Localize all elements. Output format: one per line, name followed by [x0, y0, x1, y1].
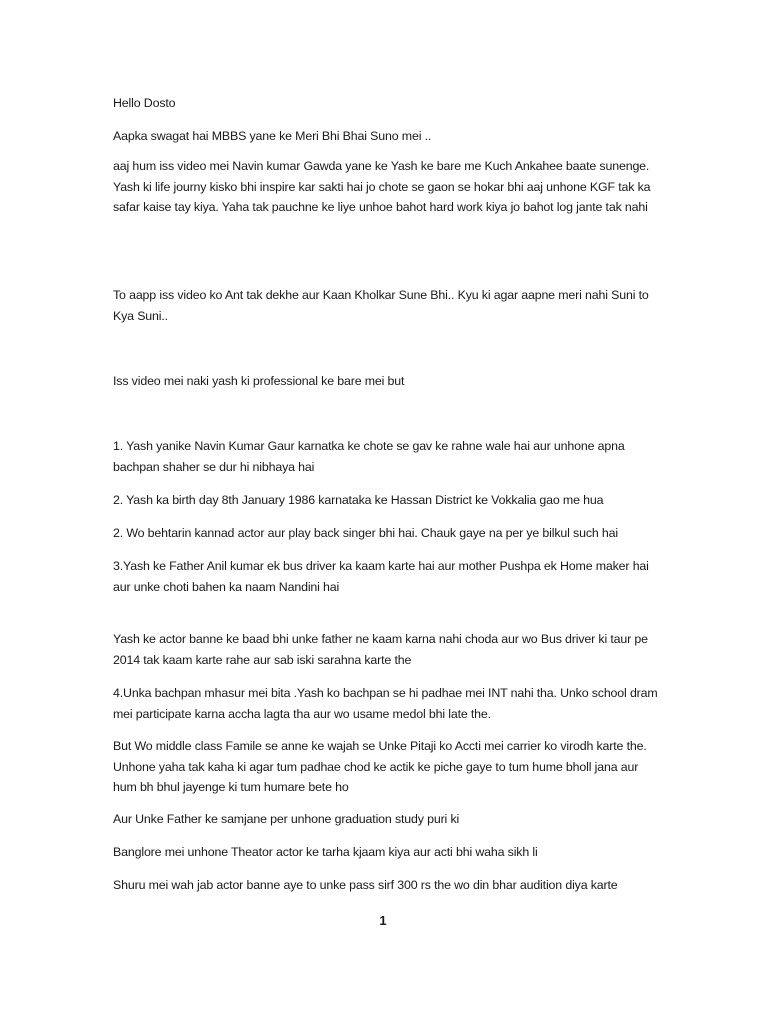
- watch-till-end-paragraph: To aapp iss video ko Ant tak dekhe aur Kaan Kholkar Sune Bhi.. Kyu ki agar aapne meri nahi Suni to Kya Suni..: [113, 288, 649, 323]
- father-work-paragraph: Yash ke actor banne ke baad bhi unke father ne kaam karna nahi choda aur wo Bus driver ki taur pe 2014 tak kaam karte rahe aur sab iski sarahna karte the: [113, 632, 648, 667]
- welcome-line: Aapka swagat hai MBBS yane ke Meri Bhi Bhai Suno mei ..: [113, 129, 432, 143]
- middle-class-paragraph: But Wo middle class Famile se anne ke wajah se Unke Pitaji ko Accti mei carrier ko virodh karte the. Unhone yaha tak kaha ki agar tum padhae chod ke actik ke piche gaye to tum hume bholl jana aur hum bh bhul jayenge ki tum humare bete ho: [113, 739, 647, 794]
- point-2-actor-line: 2. Wo behtarin kannad actor aur play back singer bhi hai. Chauk gaye na per ye bilkul such hai: [113, 526, 619, 540]
- professional-note-line: Iss video mei naki yash ki professional ke bare mei but: [113, 374, 405, 388]
- point-2-birthday-line: 2. Yash ka birth day 8th January 1986 karnataka ke Hassan District ke Vokkalia gao me hua: [113, 493, 604, 507]
- greeting-line: Hello Dosto: [113, 96, 176, 110]
- graduation-line: Aur Unke Father ke samjane per unhone graduation study puri ki: [113, 812, 460, 826]
- bangalore-theater-line: Banglore mei unhone Theator actor ke tarha kjaam kiya aur acti bhi waha sikh li: [113, 845, 538, 859]
- audition-line: Shuru mei wah jab actor banne aye to unke pass sirf 300 rs the wo din bhar audition diya karte: [113, 878, 618, 892]
- point-3-paragraph: 3.Yash ke Father Anil kumar ek bus driver ka kaam karte hai aur mother Pushpa ek Home maker hai aur unke choti bahen ka naam Nandini hai: [113, 559, 649, 594]
- point-4-paragraph: 4.Unka bachpan mhasur mei bita .Yash ko bachpan se hi padhae mei INT nahi tha. Unko school dram mei participate karna accha lagta tha aur wo usame medol bhi late the.: [113, 686, 658, 721]
- page-number: [0, 913, 768, 928]
- intro-paragraph: aaj hum iss video mei Navin kumar Gawda yane ke Yash ke bare me Kuch Ankahee baate sunenge. Yash ki life journy kisko bhi inspire kar sakti hai jo chote se gaon se hokar bhi aaj unhone KGF tak ka safar kaise tay kiya. Yaha tak pauchne ke liye unhoe bahot hard work kiya jo bahot log jante tak nahi: [113, 159, 651, 214]
- point-1-paragraph: 1. Yash yanike Navin Kumar Gaur karnatka ke chote se gav ke rahne wale hai aur unhone apna bachpan shaher se dur hi nibhaya hai: [113, 439, 625, 474]
- page-number-text: 1: [379, 913, 387, 928]
